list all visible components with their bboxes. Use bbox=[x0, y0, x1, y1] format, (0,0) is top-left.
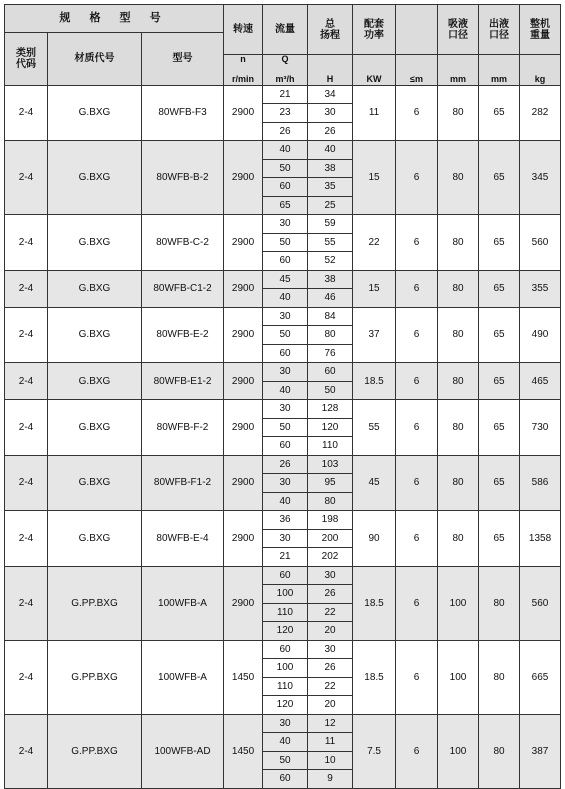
head-cell: 198 bbox=[308, 511, 353, 530]
head-cell: 80 bbox=[308, 326, 353, 345]
speed-unit-text: r/min bbox=[232, 73, 255, 84]
table-row bbox=[5, 566, 561, 585]
weight-cell: 665 bbox=[520, 640, 561, 714]
inlet-diameter-cell: 100 bbox=[438, 566, 479, 640]
inlet-diameter-cell: 80 bbox=[438, 363, 479, 400]
inlet-diameter-cell: 100 bbox=[438, 640, 479, 714]
head-cell: 120 bbox=[308, 418, 353, 437]
head-cell: 103 bbox=[308, 455, 353, 474]
speed-cell: 2900 bbox=[224, 566, 263, 640]
material-code-cell: G.BXG bbox=[48, 400, 142, 456]
weight-header-line1: 整机 bbox=[530, 18, 551, 30]
suction-depth-cell: 6 bbox=[396, 640, 438, 714]
flow-cell: 60 bbox=[263, 252, 308, 271]
outlet-diameter-cell: 65 bbox=[479, 215, 520, 271]
inlet-unit bbox=[438, 55, 479, 86]
weight-cell: 355 bbox=[520, 270, 561, 307]
inlet-diameter-cell: 80 bbox=[438, 215, 479, 271]
flow-cell: 60 bbox=[263, 178, 308, 197]
speed-unit bbox=[224, 55, 263, 86]
inlet-diameter-cell: 80 bbox=[438, 307, 479, 363]
category-code-cell: 2-4 bbox=[5, 640, 48, 714]
speed-cell: 2900 bbox=[224, 270, 263, 307]
material-code-cell: G.BXG bbox=[48, 270, 142, 307]
outlet-diameter-cell: 65 bbox=[479, 455, 520, 511]
table-row bbox=[5, 455, 561, 474]
head-symbol: H bbox=[326, 73, 334, 84]
weight-cell: 560 bbox=[520, 215, 561, 271]
outlet-diameter-cell: 80 bbox=[479, 566, 520, 640]
model-cell: 80WFB-F3 bbox=[142, 85, 224, 141]
outlet-diameter-cell: 65 bbox=[479, 511, 520, 567]
flow-cell: 50 bbox=[263, 751, 308, 770]
category-header-line1: 类别 bbox=[16, 47, 36, 59]
weight-cell: 282 bbox=[520, 85, 561, 141]
flow-cell: 30 bbox=[263, 714, 308, 733]
flow-cell: 30 bbox=[263, 215, 308, 234]
inlet-unit-text: mm bbox=[450, 73, 467, 84]
spec-table-body bbox=[5, 85, 561, 788]
flow-cell: 30 bbox=[263, 474, 308, 493]
head-cell: 55 bbox=[308, 233, 353, 252]
category-code-cell: 2-4 bbox=[5, 400, 48, 456]
flow-cell: 110 bbox=[263, 603, 308, 622]
head-cell: 30 bbox=[308, 104, 353, 123]
suction-depth-cell: 6 bbox=[396, 566, 438, 640]
head-cell: 38 bbox=[308, 159, 353, 178]
outlet-diameter-cell: 65 bbox=[479, 400, 520, 456]
suction-depth-cell: 6 bbox=[396, 511, 438, 567]
weight-cell: 586 bbox=[520, 455, 561, 511]
inlet-diameter-cell: 80 bbox=[438, 85, 479, 141]
suction-depth-cell: 6 bbox=[396, 363, 438, 400]
weight-cell: 560 bbox=[520, 566, 561, 640]
model-cell: 100WFB-A bbox=[142, 640, 224, 714]
suction-depth-unit bbox=[396, 55, 438, 86]
flow-cell: 60 bbox=[263, 566, 308, 585]
suction-depth-header bbox=[396, 5, 438, 55]
material-code-cell: G.BXG bbox=[48, 363, 142, 400]
model-cell: 100WFB-A bbox=[142, 566, 224, 640]
suction-depth-cell: 6 bbox=[396, 307, 438, 363]
outlet-diameter-cell: 80 bbox=[479, 714, 520, 788]
head-cell: 20 bbox=[308, 696, 353, 715]
head-cell: 110 bbox=[308, 437, 353, 456]
power-cell: 15 bbox=[353, 141, 396, 215]
table-row bbox=[5, 85, 561, 104]
weight-cell: 465 bbox=[520, 363, 561, 400]
speed-cell: 1450 bbox=[224, 714, 263, 788]
outlet-diameter-cell: 65 bbox=[479, 307, 520, 363]
flow-cell: 50 bbox=[263, 418, 308, 437]
weight-cell: 387 bbox=[520, 714, 561, 788]
suction-depth-cell: 6 bbox=[396, 400, 438, 456]
table-row bbox=[5, 640, 561, 659]
inlet-diameter-cell: 80 bbox=[438, 511, 479, 567]
inlet-diameter-cell: 80 bbox=[438, 455, 479, 511]
head-cell: 10 bbox=[308, 751, 353, 770]
head-cell: 30 bbox=[308, 640, 353, 659]
weight-cell: 345 bbox=[520, 141, 561, 215]
flow-cell: 30 bbox=[263, 307, 308, 326]
head-cell: 34 bbox=[308, 85, 353, 104]
outlet-diameter-cell: 65 bbox=[479, 363, 520, 400]
head-cell: 30 bbox=[308, 566, 353, 585]
head-cell: 84 bbox=[308, 307, 353, 326]
head-cell: 200 bbox=[308, 529, 353, 548]
head-header-line1: 总 bbox=[325, 18, 336, 30]
power-cell: 18.5 bbox=[353, 566, 396, 640]
power-cell: 45 bbox=[353, 455, 396, 511]
speed-symbol: n bbox=[240, 54, 246, 64]
head-cell: 59 bbox=[308, 215, 353, 234]
material-code-cell: G.BXG bbox=[48, 215, 142, 271]
head-header bbox=[308, 5, 353, 55]
power-header bbox=[353, 5, 396, 55]
inlet-diameter-cell: 80 bbox=[438, 141, 479, 215]
head-cell: 12 bbox=[308, 714, 353, 733]
speed-header: 转速 bbox=[224, 5, 263, 55]
head-cell: 22 bbox=[308, 603, 353, 622]
flow-cell: 50 bbox=[263, 326, 308, 345]
outlet-diameter-cell: 65 bbox=[479, 270, 520, 307]
spec-group-header: 规 格 型 号 bbox=[5, 5, 224, 33]
speed-cell: 2900 bbox=[224, 400, 263, 456]
category-code-cell: 2-4 bbox=[5, 363, 48, 400]
power-cell: 15 bbox=[353, 270, 396, 307]
power-cell: 11 bbox=[353, 85, 396, 141]
category-header-line2: 代码 bbox=[16, 58, 36, 70]
head-cell: 38 bbox=[308, 270, 353, 289]
head-unit bbox=[308, 55, 353, 86]
power-cell: 18.5 bbox=[353, 363, 396, 400]
suction-depth-cell: 6 bbox=[396, 215, 438, 271]
flow-cell: 30 bbox=[263, 529, 308, 548]
inlet-diameter-cell: 100 bbox=[438, 714, 479, 788]
outlet-diameter-cell: 80 bbox=[479, 640, 520, 714]
flow-cell: 65 bbox=[263, 196, 308, 215]
power-cell: 22 bbox=[353, 215, 396, 271]
suction-depth-cell: 6 bbox=[396, 85, 438, 141]
outlet-unit bbox=[479, 55, 520, 86]
head-cell: 35 bbox=[308, 178, 353, 197]
table-row bbox=[5, 511, 561, 530]
category-code-cell: 2-4 bbox=[5, 511, 48, 567]
category-code-cell: 2-4 bbox=[5, 270, 48, 307]
flow-symbol: Q bbox=[281, 54, 289, 64]
model-cell: 80WFB-F1-2 bbox=[142, 455, 224, 511]
model-cell: 80WFB-F-2 bbox=[142, 400, 224, 456]
weight-cell: 730 bbox=[520, 400, 561, 456]
head-cell: 128 bbox=[308, 400, 353, 419]
flow-cell: 21 bbox=[263, 548, 308, 567]
head-cell: 26 bbox=[308, 585, 353, 604]
head-cell: 80 bbox=[308, 492, 353, 511]
category-code-cell: 2-4 bbox=[5, 141, 48, 215]
speed-cell: 2900 bbox=[224, 141, 263, 215]
speed-cell: 2900 bbox=[224, 215, 263, 271]
table-row bbox=[5, 215, 561, 234]
flow-unit-text: m³/h bbox=[275, 73, 295, 84]
weight-unit-text: kg bbox=[534, 73, 546, 84]
flow-cell: 30 bbox=[263, 400, 308, 419]
weight-cell: 490 bbox=[520, 307, 561, 363]
suction-depth-cell: 6 bbox=[396, 455, 438, 511]
weight-cell: 1358 bbox=[520, 511, 561, 567]
speed-cell: 2900 bbox=[224, 455, 263, 511]
model-cell: 80WFB-E-2 bbox=[142, 307, 224, 363]
model-cell: 100WFB-AD bbox=[142, 714, 224, 788]
flow-unit bbox=[263, 55, 308, 86]
outlet-header-line1: 出液 bbox=[489, 18, 510, 30]
spec-table-container bbox=[4, 4, 561, 789]
flow-cell: 26 bbox=[263, 455, 308, 474]
table-row bbox=[5, 141, 561, 160]
suction-depth-cell: 6 bbox=[396, 141, 438, 215]
flow-cell: 60 bbox=[263, 640, 308, 659]
flow-cell: 120 bbox=[263, 696, 308, 715]
material-code-cell: G.BXG bbox=[48, 455, 142, 511]
category-code-cell: 2-4 bbox=[5, 455, 48, 511]
power-cell: 7.5 bbox=[353, 714, 396, 788]
inlet-diameter-cell: 80 bbox=[438, 400, 479, 456]
material-code-cell: G.PP.BXG bbox=[48, 640, 142, 714]
speed-cell: 2900 bbox=[224, 363, 263, 400]
category-code-cell: 2-4 bbox=[5, 714, 48, 788]
table-row bbox=[5, 714, 561, 733]
head-cell: 52 bbox=[308, 252, 353, 271]
head-cell: 22 bbox=[308, 677, 353, 696]
flow-cell: 21 bbox=[263, 85, 308, 104]
material-code-cell: G.BXG bbox=[48, 141, 142, 215]
model-cell: 80WFB-E-4 bbox=[142, 511, 224, 567]
power-cell: 37 bbox=[353, 307, 396, 363]
power-header-line1: 配套 bbox=[364, 18, 385, 30]
category-code-cell: 2-4 bbox=[5, 85, 48, 141]
table-row bbox=[5, 400, 561, 419]
flow-cell: 50 bbox=[263, 233, 308, 252]
flow-cell: 50 bbox=[263, 159, 308, 178]
head-header-line2: 扬程 bbox=[320, 29, 341, 41]
power-unit bbox=[353, 55, 396, 86]
speed-cell: 1450 bbox=[224, 640, 263, 714]
flow-cell: 40 bbox=[263, 381, 308, 400]
flow-cell: 40 bbox=[263, 289, 308, 308]
head-cell: 95 bbox=[308, 474, 353, 493]
head-cell: 40 bbox=[308, 141, 353, 160]
speed-cell: 2900 bbox=[224, 511, 263, 567]
power-cell: 90 bbox=[353, 511, 396, 567]
material-code-cell: G.BXG bbox=[48, 511, 142, 567]
head-cell: 60 bbox=[308, 363, 353, 382]
head-cell: 202 bbox=[308, 548, 353, 567]
flow-cell: 30 bbox=[263, 363, 308, 382]
head-cell: 76 bbox=[308, 344, 353, 363]
outlet-diameter-cell: 65 bbox=[479, 141, 520, 215]
category-code-cell: 2-4 bbox=[5, 566, 48, 640]
pump-spec-table bbox=[4, 4, 561, 789]
power-header-line2: 功率 bbox=[364, 29, 385, 41]
flow-cell: 120 bbox=[263, 622, 308, 641]
head-cell: 50 bbox=[308, 381, 353, 400]
material-code-header: 材质代号 bbox=[48, 33, 142, 86]
model-header: 型号 bbox=[142, 33, 224, 86]
material-code-cell: G.PP.BXG bbox=[48, 714, 142, 788]
flow-cell: 60 bbox=[263, 437, 308, 456]
power-cell: 55 bbox=[353, 400, 396, 456]
inlet-header-line2: 口径 bbox=[448, 29, 469, 41]
suction-unit-text: ≤m bbox=[410, 73, 423, 84]
flow-cell: 110 bbox=[263, 677, 308, 696]
category-code-cell: 2-4 bbox=[5, 215, 48, 271]
outlet-diameter-cell: 65 bbox=[479, 85, 520, 141]
head-cell: 46 bbox=[308, 289, 353, 308]
speed-cell: 2900 bbox=[224, 85, 263, 141]
head-cell: 9 bbox=[308, 770, 353, 789]
head-cell: 26 bbox=[308, 122, 353, 141]
weight-unit bbox=[520, 55, 561, 86]
flow-cell: 100 bbox=[263, 585, 308, 604]
head-cell: 20 bbox=[308, 622, 353, 641]
outlet-header bbox=[479, 5, 520, 55]
model-cell: 80WFB-C-2 bbox=[142, 215, 224, 271]
head-cell: 11 bbox=[308, 733, 353, 752]
flow-cell: 100 bbox=[263, 659, 308, 678]
flow-cell: 40 bbox=[263, 141, 308, 160]
category-code-cell: 2-4 bbox=[5, 307, 48, 363]
flow-cell: 23 bbox=[263, 104, 308, 123]
material-code-cell: G.PP.BXG bbox=[48, 566, 142, 640]
inlet-header bbox=[438, 5, 479, 55]
flow-cell: 36 bbox=[263, 511, 308, 530]
model-cell: 80WFB-E1-2 bbox=[142, 363, 224, 400]
table-row bbox=[5, 363, 561, 382]
table-row bbox=[5, 270, 561, 289]
model-cell: 80WFB-C1-2 bbox=[142, 270, 224, 307]
speed-cell: 2900 bbox=[224, 307, 263, 363]
power-unit-text: KW bbox=[366, 73, 382, 84]
head-cell: 25 bbox=[308, 196, 353, 215]
flow-cell: 40 bbox=[263, 492, 308, 511]
inlet-diameter-cell: 80 bbox=[438, 270, 479, 307]
power-cell: 18.5 bbox=[353, 640, 396, 714]
category-code-header bbox=[5, 33, 48, 86]
material-code-cell: G.BXG bbox=[48, 307, 142, 363]
head-cell: 26 bbox=[308, 659, 353, 678]
outlet-header-line2: 口径 bbox=[489, 29, 510, 41]
flow-header: 流量 bbox=[263, 5, 308, 55]
flow-cell: 60 bbox=[263, 770, 308, 789]
material-code-cell: G.BXG bbox=[48, 85, 142, 141]
flow-cell: 60 bbox=[263, 344, 308, 363]
flow-cell: 26 bbox=[263, 122, 308, 141]
table-row bbox=[5, 307, 561, 326]
flow-cell: 45 bbox=[263, 270, 308, 289]
weight-header-line2: 重量 bbox=[530, 29, 551, 41]
outlet-unit-text: mm bbox=[491, 73, 508, 84]
inlet-header-line1: 吸液 bbox=[448, 18, 469, 30]
flow-cell: 40 bbox=[263, 733, 308, 752]
suction-depth-cell: 6 bbox=[396, 270, 438, 307]
weight-header bbox=[520, 5, 561, 55]
suction-depth-cell: 6 bbox=[396, 714, 438, 788]
model-cell: 80WFB-B-2 bbox=[142, 141, 224, 215]
